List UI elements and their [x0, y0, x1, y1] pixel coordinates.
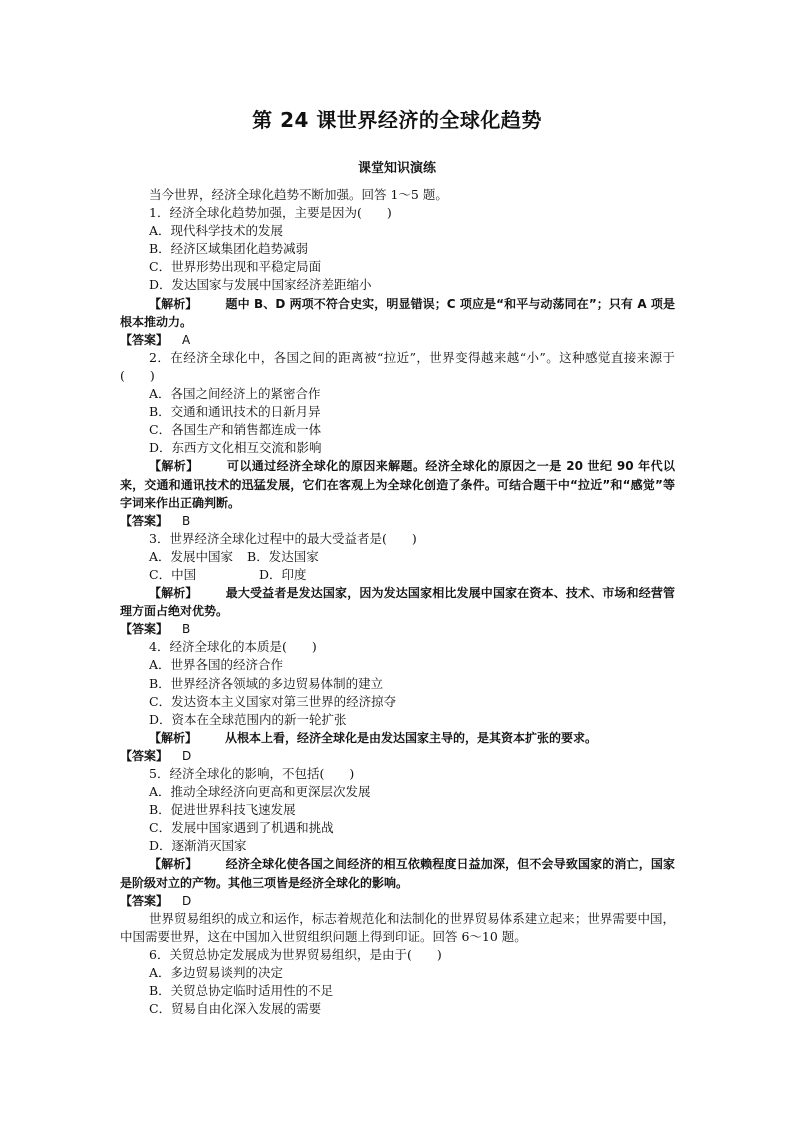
question-3-option-d: D．印度 [259, 566, 307, 582]
answer-value: D [182, 748, 192, 763]
answer-value: B [182, 513, 191, 528]
question-1-option-c: C．世界形势出现和平稳定局面 [149, 259, 322, 275]
question-6-option-b: B．关贸总协定临时适用性的不足 [149, 983, 334, 999]
analysis-text: 经济全球化使各国之间经济的相互依赖程度日益加深，但不会导致国家的消亡，国家是阶级对立的产物。其他三项皆是经济全球化的影响。 [120, 857, 675, 890]
question-3-options-row-1 [120, 548, 675, 566]
question-6-option-c: C．贸易自由化深入发展的需要 [149, 1001, 322, 1017]
intro-paragraph-2: 世界贸易组织的成立和运作，标志着规范化和法制化的世界贸易体系建立起来；世界需要中国，中国需要世界，这在中国加入世贸组织问题上得到印证。回答 6～10 题。 [120, 910, 675, 944]
analysis-text: 从根本上看，经济全球化是由发达国家主导的，是其资本扩张的要求。 [225, 730, 598, 745]
analysis-tag: 【解析】 [149, 730, 198, 745]
answer-tag: 【答案】 [120, 332, 169, 347]
question-5-answer [120, 892, 675, 910]
question-6-stem: 6．关贸总协定发展成为世界贸易组织，是由于( ) [149, 946, 442, 962]
question-2-stem: 2．在经济全球化中，各国之间的距离被“拉近”，世界变得越来越“小”。这种感觉直接来源于( ) [120, 349, 675, 383]
question-2-answer [120, 512, 675, 530]
question-2-option-a: A．各国之间经济上的紧密合作 [149, 386, 321, 402]
answer-tag: 【答案】 [120, 513, 169, 528]
question-5-option-d: D．逐渐消灭国家 [149, 838, 247, 854]
question-5-option-a: A．推动全球经济向更高和更深层次发展 [149, 784, 371, 800]
answer-tag: 【答案】 [120, 748, 169, 763]
analysis-text: 可以通过经济全球化的原因来解题。经济全球化的原因之一是 20 世纪 90 年代以来，交通和通讯技术的迅猛发展，它们在客观上为全球化创造了条件。可结合题干中“拉近”和“感觉”等字词来作出正确判断。 [120, 459, 675, 510]
question-1-option-d: D．发达国家与发展中国家经济差距缩小 [149, 277, 372, 293]
question-6-option-a: A．多边贸易谈判的决定 [149, 965, 284, 981]
analysis-text: 题中 B、D 两项不符合史实，明显错误；C 项应是“和平与动荡同在”；只有 A 项是根本推动力。 [120, 296, 675, 329]
intro-paragraph-1: 当今世界，经济全球化趋势不断加强。回答 1～5 题。 [149, 187, 448, 202]
document-body [120, 186, 675, 1018]
page-title: 第 24 课世界经济的全球化趋势 [252, 108, 542, 132]
answer-value: D [182, 893, 192, 908]
question-5-option-b: B．促进世界科技飞速发展 [149, 802, 296, 818]
question-1-option-a: A．现代科学技术的发展 [149, 223, 284, 239]
question-2-option-d: D．东西方文化相互交流和影响 [149, 440, 322, 456]
answer-tag: 【答案】 [120, 893, 169, 908]
question-1-option-b: B．经济区域集团化趋势减弱 [149, 241, 309, 257]
question-3-option-b: B．发达国家 [247, 548, 319, 564]
question-1-answer [120, 331, 675, 349]
question-4-analysis [120, 729, 675, 747]
answer-value: B [182, 622, 191, 637]
question-4-answer [120, 747, 675, 765]
analysis-text: 最大受益者是发达国家，因为发达国家相比发展中国家在资本、技术、市场和经营管理方面占绝对优势。 [120, 586, 675, 619]
question-3-analysis [120, 584, 675, 620]
question-3-answer [120, 620, 675, 638]
question-4-option-a: A．世界各国的经济合作 [149, 657, 284, 673]
question-3-option-c: C．中国 [149, 566, 197, 582]
question-4-option-b: B．世界经济各领域的多边贸易体制的建立 [149, 675, 384, 691]
question-2-analysis [120, 457, 675, 511]
question-3-option-a: A．发展中国家 [149, 548, 234, 564]
question-5-option-c: C．发展中国家遇到了机遇和挑战 [149, 820, 334, 836]
question-2-option-b: B．交通和通讯技术的日新月异 [149, 404, 321, 420]
question-4-stem: 4．经济全球化的本质是( ) [149, 639, 317, 655]
analysis-tag: 【解析】 [149, 857, 198, 872]
question-2-option-c: C．各国生产和销售都连成一体 [149, 422, 322, 438]
question-3-stem: 3．世界经济全球化过程中的最大受益者是( ) [149, 530, 417, 546]
question-1-analysis [120, 295, 675, 331]
analysis-tag: 【解析】 [149, 459, 199, 474]
question-5-analysis [120, 855, 675, 891]
analysis-tag: 【解析】 [149, 586, 198, 601]
answer-tag: 【答案】 [120, 622, 169, 637]
question-3-options-row-2 [120, 566, 675, 584]
section-subtitle: 课堂知识演练 [357, 161, 436, 176]
question-1-stem: 1．经济全球化趋势加强，主要是因为( ) [149, 205, 392, 221]
question-5-stem: 5．经济全球化的影响，不包括( ) [149, 766, 355, 781]
question-4-option-d: D．资本在全球范围内的新一轮扩张 [149, 711, 347, 727]
answer-value: A [182, 332, 191, 347]
question-4-option-c: C．发达资本主义国家对第三世界的经济掠夺 [149, 693, 397, 709]
analysis-tag: 【解析】 [149, 296, 198, 311]
